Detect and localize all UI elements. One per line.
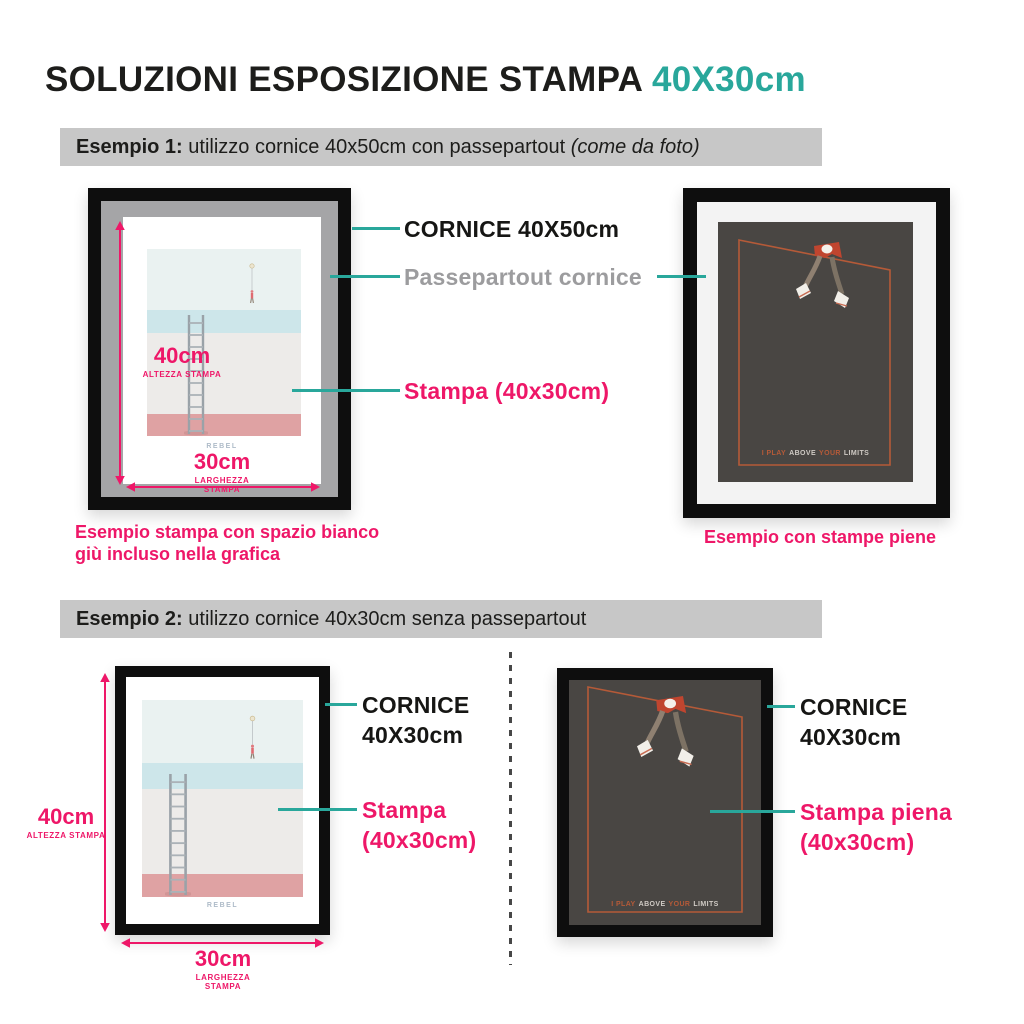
caption-left-line1: Esempio stampa con spazio bianco bbox=[75, 522, 380, 542]
connector-stampa-line bbox=[278, 808, 357, 811]
balloon-person-icon bbox=[246, 715, 259, 761]
slogan-word-3: YOUR bbox=[668, 901, 691, 908]
example2-width-dimension bbox=[179, 948, 267, 991]
height-arrow bbox=[98, 673, 112, 932]
artwork-sea-band bbox=[147, 310, 301, 333]
width-value: 30cm bbox=[193, 449, 251, 474]
example2-banner-prefix: Esempio 2: bbox=[76, 607, 183, 630]
example1-banner-body: utilizzo cornice 40x50cm con passepartout bbox=[182, 135, 571, 158]
page-title-main: SOLUZIONI ESPOSIZIONE STAMPA bbox=[45, 60, 652, 99]
example2-left-stampa-label bbox=[362, 795, 476, 855]
slogan-word-2: ABOVE bbox=[789, 450, 817, 457]
caption-left-line2: giù incluso nella grafica bbox=[75, 543, 281, 564]
example2-dark-print bbox=[569, 680, 761, 925]
connector-stampa-line bbox=[710, 810, 795, 813]
walking-legs-artwork bbox=[796, 242, 854, 314]
print-slogan bbox=[569, 901, 761, 908]
slogan-word-1: I PLAY bbox=[611, 901, 636, 908]
example2-banner-body: utilizzo cornice 40x30cm senza passepartout bbox=[182, 607, 587, 630]
slogan-word-4: LIMITS bbox=[693, 901, 719, 908]
example1-height-dimension bbox=[139, 345, 225, 379]
connector-cornice-line bbox=[325, 703, 357, 706]
example1-passepartout-label: Passepartout cornice bbox=[404, 264, 642, 290]
ladder-icon bbox=[165, 774, 191, 897]
width-arrow bbox=[126, 480, 320, 494]
example1-banner bbox=[60, 128, 822, 166]
example1-dark-print bbox=[718, 222, 913, 482]
example2-right-cornice-label bbox=[800, 692, 907, 752]
example2-print bbox=[126, 677, 319, 924]
connector-cornice-line bbox=[767, 705, 795, 708]
cornice-label-line1: CORNICE bbox=[362, 692, 470, 718]
slogan-word-1: I PLAY bbox=[761, 450, 787, 457]
height-arrow bbox=[113, 221, 127, 485]
slogan-word-4: LIMITS bbox=[843, 450, 870, 457]
example1-print bbox=[123, 217, 321, 494]
artwork-sky-band bbox=[147, 249, 301, 310]
example1-white-mat bbox=[697, 202, 936, 504]
cornice-label-line2: 40X30cm bbox=[362, 722, 464, 748]
example2-right-stampa-label bbox=[800, 797, 952, 857]
slogan-word-2: ABOVE bbox=[638, 901, 666, 908]
example1-caption-right: Esempio con stampe piene bbox=[704, 527, 937, 547]
print-slogan bbox=[718, 450, 913, 457]
artwork-logo: REBEL bbox=[206, 902, 239, 909]
connector-passepartout-line-right bbox=[657, 275, 706, 278]
connector-cornice-line bbox=[352, 227, 400, 230]
walking-legs-artwork bbox=[637, 696, 699, 773]
height-label: ALTEZZA STAMPA bbox=[142, 370, 222, 379]
example2-frame-left bbox=[115, 666, 330, 935]
page-title bbox=[45, 60, 806, 100]
example1-frame-passepartout bbox=[88, 188, 351, 510]
example1-caption-left bbox=[75, 522, 379, 566]
example1-passepartout-mat bbox=[101, 201, 338, 497]
artwork-sand-band bbox=[147, 414, 301, 436]
slogan-word-3: YOUR bbox=[819, 450, 841, 457]
width-label: LARGHEZZA STAMPA bbox=[194, 476, 250, 494]
example2-frame-right bbox=[557, 668, 773, 937]
example2-banner bbox=[60, 600, 822, 638]
connector-passepartout-line-left bbox=[330, 275, 400, 278]
stampa-label-line1: Stampa bbox=[362, 797, 447, 823]
example1-frame-fullprint bbox=[683, 188, 950, 518]
cornice-label-line1: CORNICE bbox=[800, 694, 908, 720]
balloon-person-icon bbox=[246, 263, 258, 305]
artwork-logo: REBEL bbox=[206, 443, 238, 450]
cornice-label-line2: 40X30cm bbox=[800, 724, 902, 750]
height-label: ALTEZZA STAMPA bbox=[26, 831, 106, 840]
width-label: LARGHEZZA STAMPA bbox=[195, 973, 251, 991]
example1-banner-note: (come da foto) bbox=[570, 135, 700, 158]
example2-left-cornice-label bbox=[362, 690, 469, 750]
example1-banner-prefix: Esempio 1: bbox=[76, 135, 183, 158]
stampa-label-line1: Stampa piena bbox=[800, 799, 952, 825]
page-title-size: 40X30cm bbox=[651, 60, 806, 99]
ladder-balloon-artwork bbox=[142, 700, 303, 897]
width-value: 30cm bbox=[194, 946, 252, 971]
height-value: 40cm bbox=[37, 804, 95, 829]
height-value: 40cm bbox=[153, 343, 211, 368]
stampa-label-line2: (40x30cm) bbox=[362, 827, 477, 853]
example2-height-dimension bbox=[26, 806, 106, 840]
stampa-label-line2: (40x30cm) bbox=[800, 829, 915, 855]
section-divider bbox=[509, 652, 512, 965]
example1-stampa-label: Stampa (40x30cm) bbox=[404, 378, 610, 404]
example1-cornice-label: CORNICE 40X50cm bbox=[404, 216, 620, 242]
connector-stampa-line bbox=[292, 389, 400, 392]
artwork-sky-band bbox=[142, 700, 303, 763]
